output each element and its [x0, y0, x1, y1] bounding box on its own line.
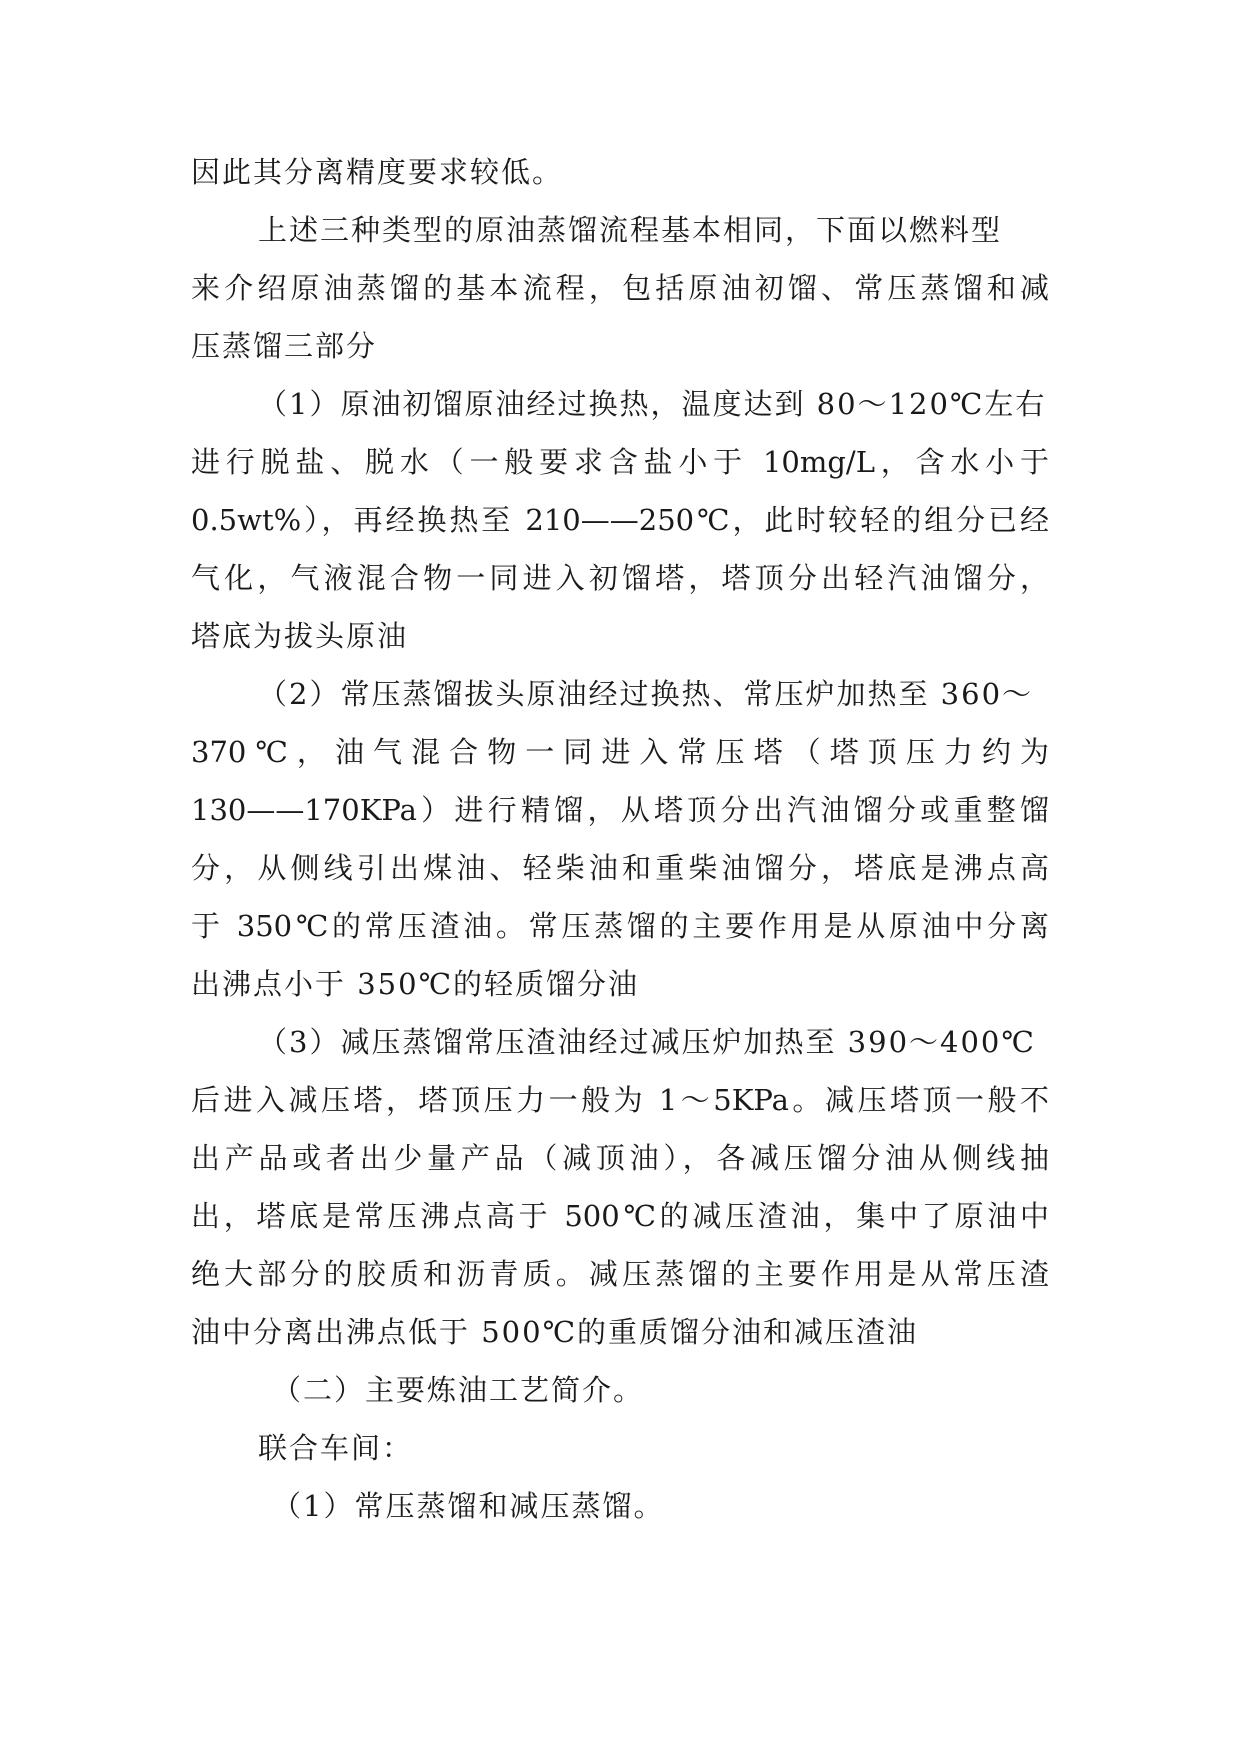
subsection-label: 联合车间： [258, 1431, 414, 1465]
text-line: 出沸点小于 350℃的轻质馏分油 [191, 967, 640, 1001]
text-line: 分，从侧线引出煤油、轻柴油和重柴油馏分，塔底是沸点高 [191, 851, 1049, 885]
text-line: 进行脱盐、脱水（一般要求含盐小于 10mg/L，含水小于 [191, 445, 1049, 479]
text-line: 上述三种类型的原油蒸馏流程基本相同，下面以燃料型 [258, 213, 1003, 247]
text-line: 370℃，油气混合物一同进入常压塔（塔顶压力约为 [191, 735, 1049, 769]
text-line: 因此其分离精度要求较低。 [191, 155, 564, 189]
text-line: 130——170KPa）进行精馏，从塔顶分出汽油馏分或重整馏 [191, 793, 1049, 827]
text-line: 出，塔底是常压沸点高于 500℃的减压渣油，集中了原油中 [191, 1199, 1049, 1233]
text-line: 绝大部分的胶质和沥青质。减压蒸馏的主要作用是从常压渣 [191, 1257, 1049, 1291]
section-heading: （二）主要炼油工艺简介。 [272, 1373, 645, 1407]
text-line: 0.5wt%），再经换热至 210——250℃，此时较轻的组分已经 [191, 503, 1049, 537]
text-line: 于 350℃的常压渣油。常压蒸馏的主要作用是从原油中分离 [191, 909, 1049, 943]
text-line: 气化，气液混合物一同进入初馏塔，塔顶分出轻汽油馏分， [191, 561, 1049, 595]
text-line: 压蒸馏三部分 [191, 329, 378, 363]
text-line: 出产品或者出少量产品（减顶油），各减压馏分油从侧线抽 [191, 1141, 1049, 1175]
text-line: 油中分离出沸点低于 500℃的重质馏分油和减压渣油 [191, 1315, 919, 1349]
text-line: 来介绍原油蒸馏的基本流程，包括原油初馏、常压蒸馏和减 [191, 271, 1049, 305]
list-item-heading: （1）常压蒸馏和减压蒸馏。 [272, 1489, 665, 1523]
text-line: 塔底为拔头原油 [191, 619, 409, 653]
text-line: 后进入减压塔，塔顶压力一般为 1～5KPa。减压塔顶一般不 [191, 1083, 1049, 1117]
text-line: （2）常压蒸馏拔头原油经过换热、常压炉加热至 360～ [258, 677, 1034, 711]
text-line: （3）减压蒸馏常压渣油经过减压炉加热至 390～400℃ [258, 1025, 1036, 1059]
text-line: （1）原油初馏原油经过换热，温度达到 80～120℃左右 [258, 387, 1047, 421]
